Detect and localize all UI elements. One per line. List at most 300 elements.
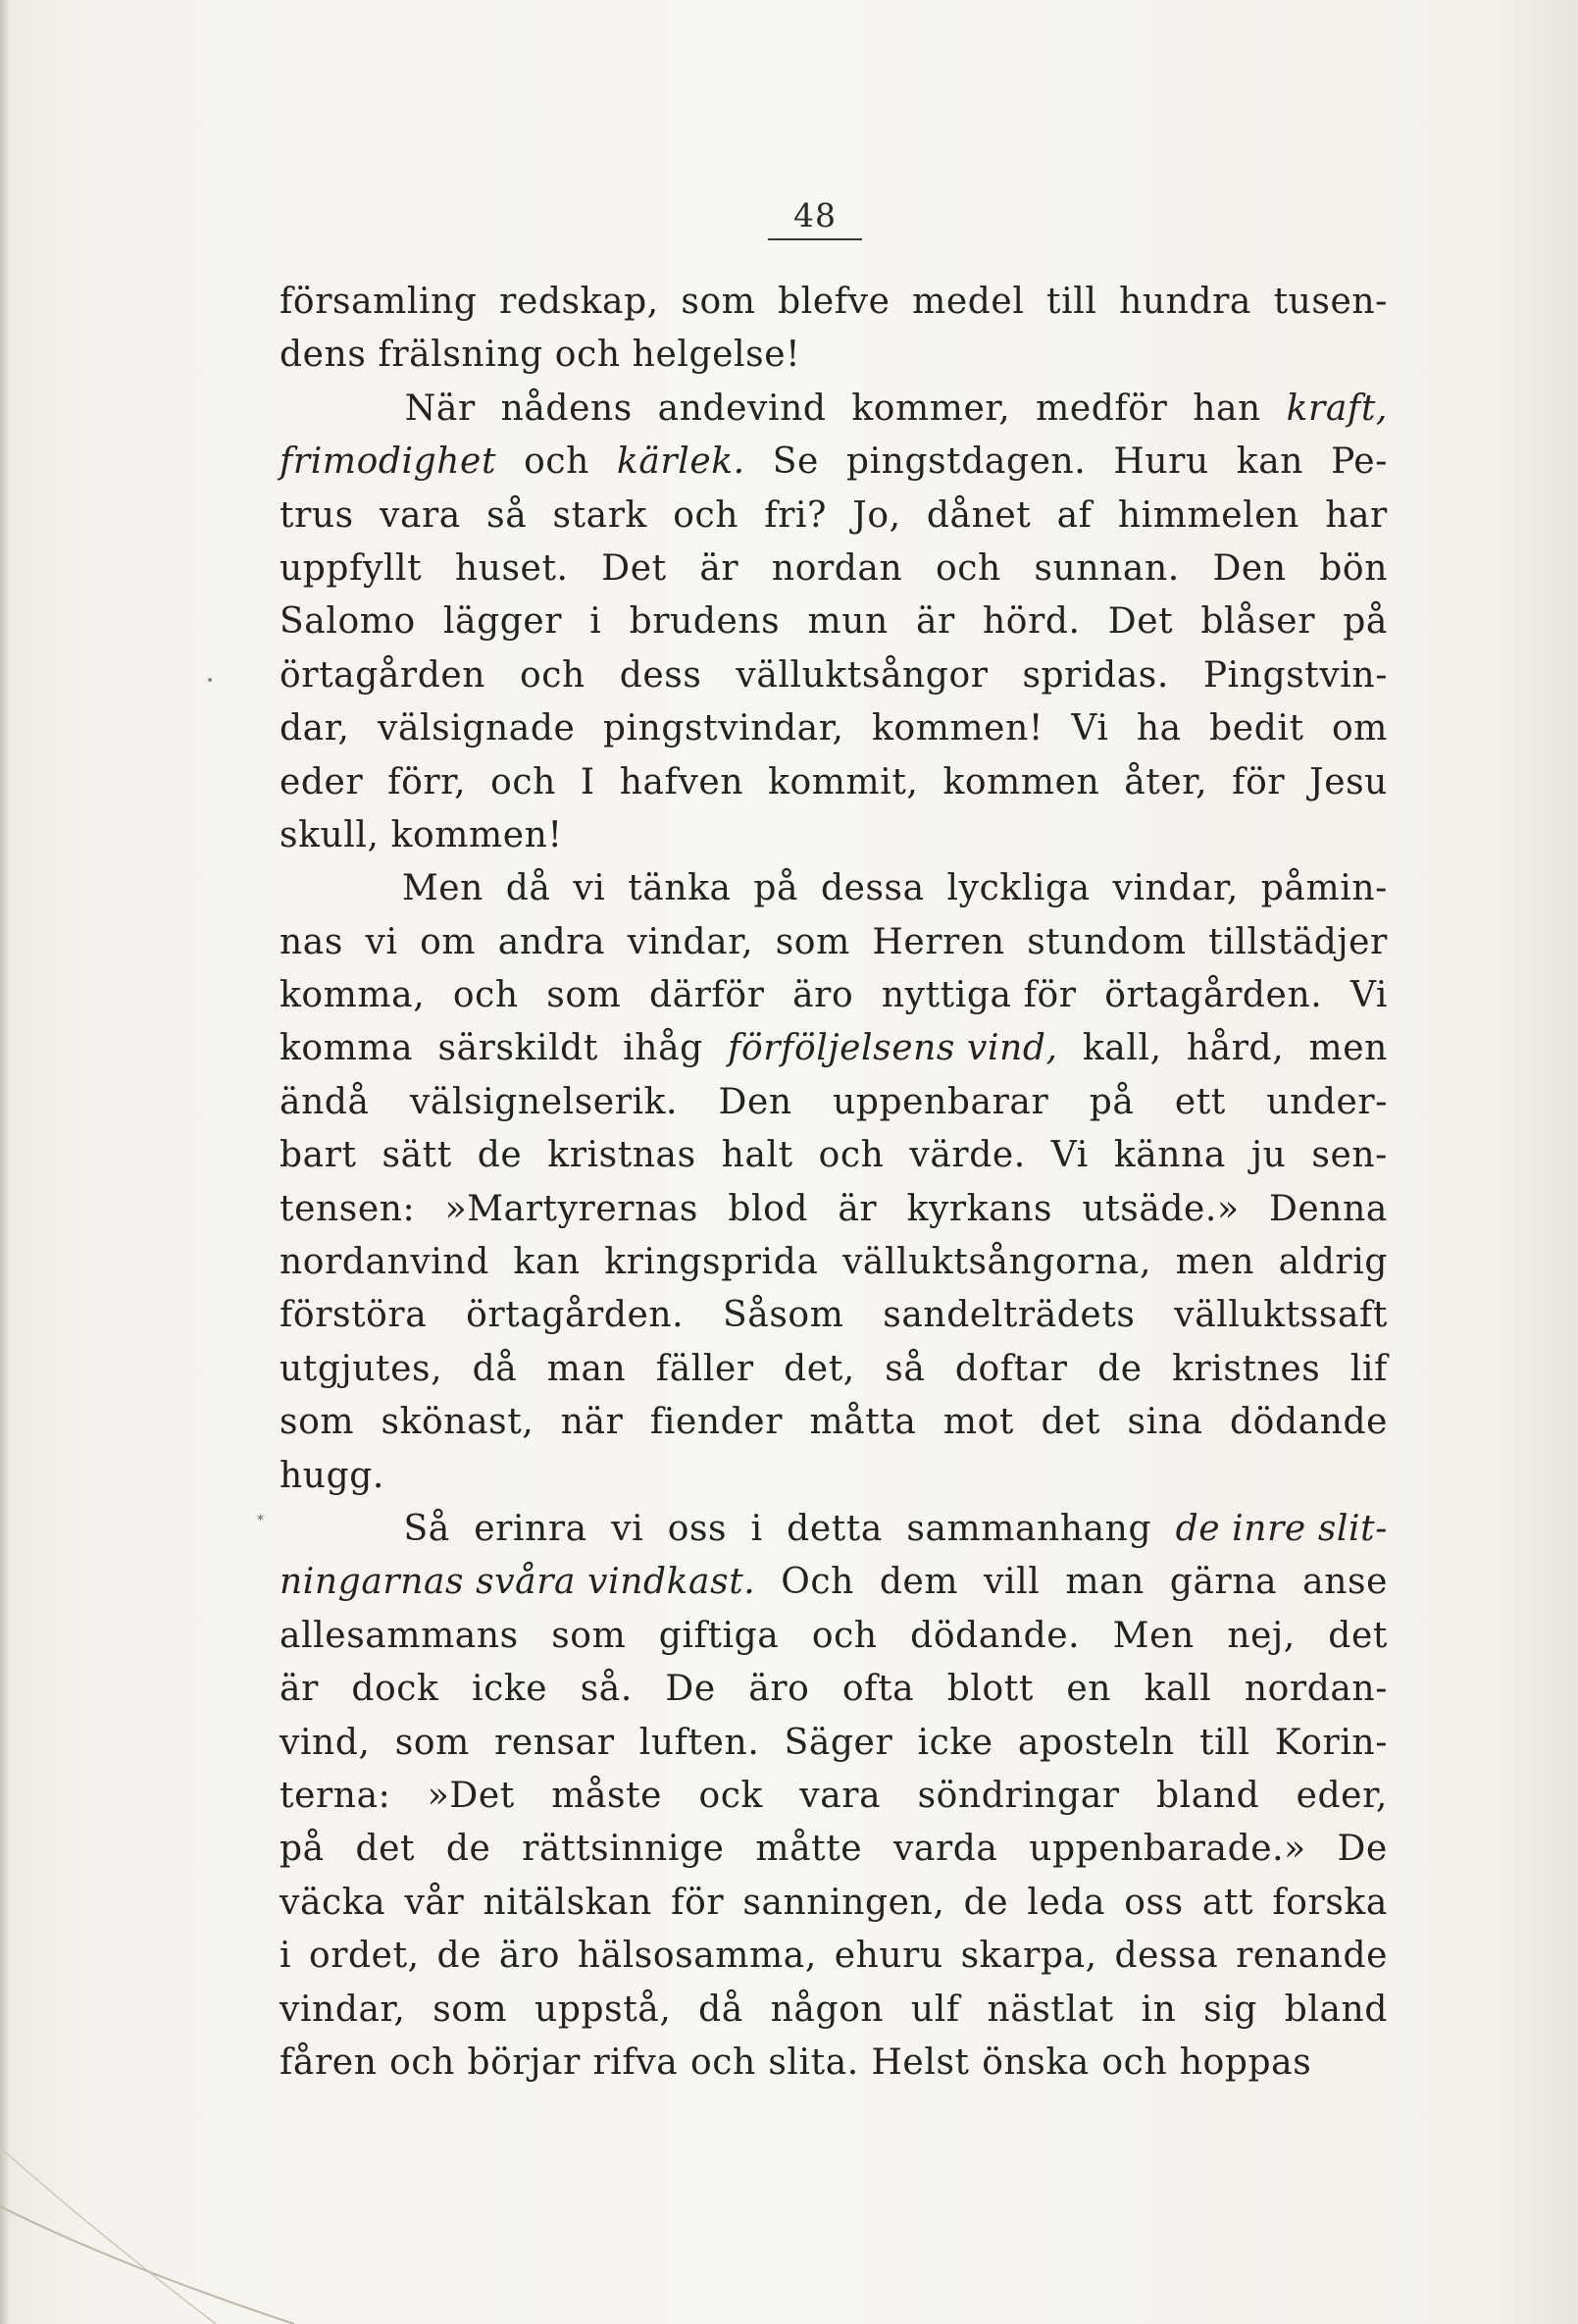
word: hafven bbox=[619, 761, 744, 802]
word: huset. bbox=[454, 547, 569, 589]
word: dock bbox=[351, 1669, 439, 1710]
word: välsignade bbox=[378, 708, 576, 749]
text-line bbox=[280, 862, 1388, 915]
word: pingstvindar, bbox=[602, 708, 844, 749]
word: vill bbox=[984, 1562, 1041, 1603]
word: och bbox=[490, 761, 556, 802]
word: lif bbox=[1349, 1348, 1388, 1389]
word: de bbox=[436, 1936, 483, 1977]
word: Pingstvin- bbox=[1202, 654, 1388, 696]
text-line bbox=[280, 702, 1388, 755]
word: eder bbox=[280, 761, 364, 802]
word: har bbox=[1325, 494, 1388, 536]
word: Korin- bbox=[1274, 1722, 1388, 1763]
word: en bbox=[1066, 1669, 1112, 1710]
text-line bbox=[280, 1984, 1388, 2037]
word: och bbox=[811, 1615, 878, 1656]
word: skull, kommen! bbox=[280, 814, 563, 855]
word: tusen- bbox=[1273, 282, 1388, 322]
word: spridas. bbox=[1022, 654, 1169, 696]
word: stark bbox=[552, 494, 647, 536]
word: ulf bbox=[910, 1988, 960, 2030]
word: därför bbox=[648, 975, 765, 1016]
text-line bbox=[280, 542, 1388, 595]
margin-dot bbox=[208, 678, 212, 682]
word: rensar bbox=[494, 1722, 615, 1763]
word: kärlek. bbox=[616, 441, 745, 483]
word: uppenbarar bbox=[833, 1081, 1049, 1122]
word: så bbox=[885, 1348, 926, 1389]
word: i bbox=[750, 1508, 763, 1549]
word: sig bbox=[1203, 1988, 1257, 2030]
word: välsignelserik. bbox=[409, 1081, 679, 1122]
word: rifva bbox=[592, 2041, 679, 2083]
word: måste bbox=[551, 1775, 663, 1816]
text-line bbox=[280, 1183, 1388, 1236]
marginal-mark: * bbox=[257, 1513, 264, 1528]
word: vara bbox=[380, 494, 461, 536]
word: ju bbox=[1250, 1135, 1287, 1176]
text-line bbox=[280, 1663, 1388, 1716]
word: som bbox=[394, 1722, 470, 1763]
word: Den bbox=[1212, 547, 1287, 589]
word: de bbox=[445, 1829, 491, 1870]
word: I bbox=[580, 761, 595, 802]
word: »Det bbox=[427, 1775, 515, 1816]
word: och bbox=[524, 441, 589, 483]
text-line bbox=[280, 1823, 1388, 1876]
word: lägger bbox=[442, 601, 563, 643]
word: bön bbox=[1319, 547, 1388, 589]
word: nordan bbox=[771, 547, 903, 589]
word: sen- bbox=[1311, 1135, 1388, 1176]
text-line bbox=[280, 756, 1388, 809]
word: Helst bbox=[871, 2041, 970, 2083]
word: bland bbox=[1155, 1775, 1260, 1816]
word: forska bbox=[1272, 1882, 1388, 1923]
word: dödande. bbox=[910, 1615, 1081, 1656]
word: är bbox=[280, 1669, 319, 1710]
word: brudens bbox=[629, 601, 781, 643]
word: som bbox=[775, 921, 850, 962]
word: kall bbox=[1144, 1669, 1212, 1710]
word: äro bbox=[792, 975, 854, 1016]
word: frimodighet bbox=[280, 441, 497, 483]
word: Herren bbox=[872, 921, 1005, 962]
word: Såsom bbox=[723, 1295, 844, 1336]
text-line bbox=[280, 1770, 1388, 1823]
word: åter, bbox=[1124, 761, 1208, 802]
paragraph bbox=[280, 1503, 1388, 2090]
text-line bbox=[280, 809, 1388, 862]
word: kommen bbox=[942, 761, 1100, 802]
word: äro bbox=[498, 1936, 561, 1977]
word: kall, bbox=[1082, 1028, 1162, 1069]
page-number: 48 bbox=[793, 196, 837, 234]
text-line bbox=[280, 1503, 1388, 1556]
word: då bbox=[698, 1988, 743, 2030]
word: Se bbox=[772, 441, 819, 483]
word: aposteln bbox=[1017, 1722, 1175, 1763]
word: välluktsångorna, bbox=[841, 1242, 1152, 1283]
word: så bbox=[486, 494, 528, 536]
word: uppenbarade.» bbox=[1029, 1829, 1306, 1870]
word: äro bbox=[748, 1669, 810, 1710]
text-line bbox=[280, 1556, 1388, 1609]
word: på bbox=[1089, 1081, 1135, 1122]
word: kraft, bbox=[1286, 387, 1388, 429]
word: kristnes bbox=[1172, 1348, 1321, 1389]
word: detta bbox=[787, 1508, 883, 1549]
word: till bbox=[1046, 282, 1097, 322]
word: uppfyllt bbox=[280, 547, 423, 589]
word: kristnas bbox=[547, 1135, 696, 1176]
word: De bbox=[665, 1669, 716, 1710]
word: uppstå, bbox=[534, 1988, 672, 2030]
word: leda bbox=[1027, 1882, 1106, 1923]
word: bart bbox=[280, 1135, 357, 1176]
word: som bbox=[551, 1615, 627, 1656]
word: hugg. bbox=[280, 1455, 384, 1496]
word: och bbox=[818, 1135, 885, 1176]
word: kommit, bbox=[768, 761, 919, 802]
word: mot bbox=[942, 1402, 1014, 1443]
page-number-header bbox=[751, 196, 879, 240]
word: och bbox=[689, 2041, 756, 2083]
word: Vi bbox=[1349, 975, 1388, 1016]
word: är bbox=[915, 601, 955, 643]
word: ningarnas svåra vindkast. bbox=[280, 1562, 756, 1603]
word: stundom bbox=[1027, 921, 1187, 962]
word: nordan- bbox=[1244, 1669, 1388, 1710]
text-line bbox=[280, 2037, 1388, 2090]
word: icke bbox=[917, 1722, 993, 1763]
paragraph bbox=[280, 276, 1388, 383]
word: lyckliga bbox=[946, 868, 1091, 909]
word: under- bbox=[1266, 1081, 1388, 1122]
word: Den bbox=[718, 1081, 792, 1122]
word: hoppas bbox=[1179, 2041, 1312, 2083]
text-line bbox=[280, 649, 1388, 702]
body-text bbox=[280, 276, 1388, 2090]
word: tillstädjer bbox=[1208, 921, 1388, 962]
word: nej, bbox=[1227, 1615, 1296, 1656]
word: eder, bbox=[1296, 1775, 1388, 1816]
text-line bbox=[280, 329, 1388, 382]
text-line bbox=[280, 1129, 1388, 1182]
word: i bbox=[280, 1936, 292, 1977]
word: sätt bbox=[382, 1135, 452, 1176]
word: kyrkans bbox=[906, 1188, 1053, 1229]
word: Salomo bbox=[280, 601, 416, 643]
word: renande bbox=[1236, 1936, 1388, 1977]
page-number-rule bbox=[768, 238, 862, 240]
word: ordet, bbox=[308, 1936, 420, 1977]
word: är bbox=[699, 547, 739, 589]
word: De bbox=[1337, 1829, 1388, 1870]
word: påmin- bbox=[1260, 868, 1388, 909]
text-line bbox=[280, 1396, 1388, 1449]
word: man bbox=[546, 1348, 627, 1389]
word: tensen: bbox=[280, 1188, 416, 1229]
word: hälsosamma, bbox=[577, 1936, 817, 1977]
word: utsäde.» bbox=[1082, 1188, 1240, 1229]
text-line bbox=[280, 1877, 1388, 1930]
word: komma bbox=[280, 1028, 414, 1069]
word: så. bbox=[580, 1669, 633, 1710]
word: när bbox=[560, 1402, 624, 1443]
word: och bbox=[1101, 2041, 1168, 2083]
word: i bbox=[589, 601, 602, 643]
word: bland bbox=[1284, 1988, 1388, 2030]
word: Pe- bbox=[1331, 441, 1388, 483]
word: sammanhang bbox=[906, 1508, 1152, 1549]
word: söndringar bbox=[917, 1775, 1120, 1816]
word: varda bbox=[892, 1829, 998, 1870]
word: gärna bbox=[1169, 1562, 1278, 1603]
word: luften. bbox=[638, 1722, 760, 1763]
word: rättsinnige bbox=[522, 1829, 725, 1870]
word: oss bbox=[1124, 1882, 1184, 1923]
word: blod bbox=[728, 1188, 809, 1229]
word: Det bbox=[1107, 601, 1174, 643]
word: »Martyrernas bbox=[444, 1188, 699, 1229]
word: ehuru bbox=[834, 1936, 943, 1977]
word: redskap, bbox=[499, 282, 659, 322]
word: kan bbox=[1236, 441, 1304, 483]
word: nitälskan bbox=[483, 1882, 652, 1923]
word: halt bbox=[721, 1135, 793, 1176]
text-line bbox=[280, 1717, 1388, 1770]
word: är bbox=[838, 1188, 878, 1229]
word: de inre slit- bbox=[1175, 1508, 1388, 1549]
word: på bbox=[753, 868, 799, 909]
word: förstöra bbox=[280, 1295, 428, 1336]
word: dar, bbox=[280, 708, 350, 749]
word: som bbox=[546, 975, 622, 1016]
word: andra bbox=[497, 921, 606, 962]
text-line bbox=[280, 1076, 1388, 1129]
word: tänka bbox=[628, 868, 732, 909]
paragraph bbox=[280, 383, 1388, 863]
word: dessa bbox=[1114, 1936, 1219, 1977]
word: någon bbox=[770, 1988, 885, 2030]
word: medför bbox=[1036, 387, 1168, 429]
word: När bbox=[404, 387, 476, 429]
text-line bbox=[280, 1022, 1388, 1075]
word: dånet bbox=[926, 494, 1032, 536]
word: hundra bbox=[1119, 282, 1251, 322]
word: då bbox=[505, 868, 551, 909]
word: Huru bbox=[1113, 441, 1209, 483]
word: ändå bbox=[280, 1081, 370, 1122]
word: Så bbox=[403, 1508, 450, 1549]
word: och bbox=[389, 2041, 455, 2083]
word: det bbox=[1328, 1615, 1388, 1656]
word: blåser bbox=[1200, 601, 1316, 643]
word: vindar, bbox=[1112, 868, 1239, 909]
word: doftar bbox=[954, 1348, 1068, 1389]
word: väcka bbox=[280, 1882, 386, 1923]
word: dödande bbox=[1230, 1402, 1388, 1443]
word: sandelträdets bbox=[883, 1295, 1136, 1336]
word: oss bbox=[667, 1508, 728, 1549]
word: ock bbox=[698, 1775, 763, 1816]
word: man bbox=[1065, 1562, 1145, 1603]
word: vindar, bbox=[627, 921, 754, 962]
text-line bbox=[280, 436, 1388, 489]
word: icke bbox=[471, 1669, 548, 1710]
word: då bbox=[472, 1348, 518, 1389]
word: Och bbox=[781, 1562, 854, 1603]
word: de bbox=[963, 1882, 1009, 1923]
word: fåren bbox=[280, 2041, 378, 2083]
word: fiender bbox=[649, 1402, 784, 1443]
word: sina bbox=[1127, 1402, 1203, 1443]
word: de bbox=[477, 1135, 523, 1176]
word: Men bbox=[1112, 1615, 1195, 1656]
word: men bbox=[1175, 1242, 1255, 1283]
word: kommer, bbox=[851, 387, 1011, 429]
word: Men bbox=[401, 868, 484, 909]
word: sanningen, bbox=[742, 1882, 945, 1923]
word: måtta bbox=[809, 1402, 917, 1443]
word: slita. bbox=[768, 2041, 859, 2083]
word: Jo, bbox=[852, 494, 901, 536]
word: att bbox=[1201, 1882, 1254, 1923]
word: Denna bbox=[1268, 1188, 1388, 1229]
word: kommen! bbox=[872, 708, 1044, 749]
word: örtagården. bbox=[466, 1295, 685, 1336]
word: förföljelsens vind, bbox=[728, 1028, 1058, 1069]
text-line bbox=[280, 1236, 1388, 1289]
word: Det bbox=[601, 547, 667, 589]
word: skönast, bbox=[381, 1402, 534, 1443]
word: ett bbox=[1174, 1081, 1226, 1122]
word: de bbox=[1097, 1348, 1143, 1389]
word: ha bbox=[1136, 708, 1182, 749]
word: skarpa, bbox=[960, 1936, 1097, 1977]
word: trus bbox=[280, 494, 354, 536]
word: han bbox=[1193, 387, 1261, 429]
word: Vi bbox=[1050, 1135, 1089, 1176]
word: vår bbox=[404, 1882, 465, 1923]
word: om bbox=[420, 921, 477, 962]
text-line bbox=[280, 595, 1388, 648]
word: mun bbox=[807, 601, 889, 643]
word: fri? bbox=[764, 494, 828, 536]
word: dem bbox=[879, 1562, 959, 1603]
word: kan bbox=[513, 1242, 581, 1283]
text-line bbox=[280, 1450, 1388, 1503]
word: nådens bbox=[500, 387, 633, 429]
word: värde. bbox=[909, 1135, 1026, 1176]
word: örtagården. bbox=[1104, 975, 1323, 1016]
text-line bbox=[280, 969, 1388, 1022]
text-line bbox=[280, 916, 1388, 969]
word: som bbox=[280, 1402, 355, 1443]
word: som bbox=[433, 1988, 508, 2030]
word: hörd. bbox=[983, 601, 1081, 643]
word: måtte bbox=[755, 1829, 863, 1870]
word: men bbox=[1308, 1028, 1388, 1069]
word: ihåg bbox=[623, 1028, 703, 1069]
word: och bbox=[935, 547, 1001, 589]
word: blefve bbox=[778, 282, 891, 322]
word: anse bbox=[1302, 1562, 1388, 1603]
word: vind, bbox=[280, 1722, 371, 1763]
word: terna: bbox=[280, 1775, 391, 1816]
word: nyttiga för bbox=[881, 975, 1077, 1016]
word: på bbox=[280, 1829, 325, 1870]
word: dess bbox=[619, 654, 702, 696]
word: och bbox=[673, 494, 739, 536]
word: bedit bbox=[1209, 708, 1304, 749]
word: nordanvind bbox=[280, 1242, 489, 1283]
word: församling bbox=[280, 282, 478, 322]
word: pingstdagen. bbox=[845, 441, 1087, 483]
word: aldrig bbox=[1278, 1242, 1388, 1283]
word: sunnan. bbox=[1034, 547, 1180, 589]
word: fäller bbox=[655, 1348, 754, 1389]
text-line bbox=[280, 490, 1388, 542]
word: om bbox=[1331, 708, 1388, 749]
word: Jesu bbox=[1309, 761, 1388, 802]
text-line bbox=[280, 383, 1388, 436]
word: nas bbox=[280, 921, 343, 962]
word: ofta bbox=[841, 1669, 915, 1710]
word: allesammans bbox=[280, 1615, 519, 1656]
word: och bbox=[520, 654, 585, 696]
word: önska bbox=[982, 2041, 1090, 2083]
word: medel bbox=[912, 282, 1025, 322]
word: för bbox=[671, 1882, 725, 1923]
word: förr, bbox=[387, 761, 467, 802]
text-line bbox=[280, 1343, 1388, 1396]
word: som bbox=[681, 282, 756, 322]
word: på bbox=[1343, 601, 1388, 643]
word: till bbox=[1199, 1722, 1250, 1763]
word: det, bbox=[784, 1348, 855, 1389]
word: Vi bbox=[1071, 708, 1109, 749]
text-line bbox=[280, 1930, 1388, 1983]
word: vara bbox=[799, 1775, 882, 1816]
word: nästlat bbox=[987, 1988, 1114, 2030]
word: vi bbox=[573, 868, 606, 909]
word: blott bbox=[946, 1669, 1034, 1710]
word: himmelen bbox=[1117, 494, 1299, 536]
word: af bbox=[1056, 494, 1093, 536]
word: in bbox=[1141, 1988, 1177, 2030]
word: hård, bbox=[1186, 1028, 1285, 1069]
word: komma, bbox=[280, 975, 426, 1016]
word: välluktsångor bbox=[736, 654, 989, 696]
word: giftiga bbox=[658, 1615, 780, 1656]
word: utgjutes, bbox=[280, 1348, 443, 1389]
word: dens frälsning och helgelse! bbox=[280, 335, 801, 376]
word: välluktssaft bbox=[1174, 1295, 1388, 1336]
word: vi bbox=[365, 921, 398, 962]
word: känna bbox=[1113, 1135, 1226, 1176]
word: dessa bbox=[820, 868, 925, 909]
paragraph bbox=[280, 862, 1388, 1503]
word: och bbox=[452, 975, 519, 1016]
word: andevind bbox=[657, 387, 827, 429]
word: Säger bbox=[784, 1722, 893, 1763]
word: vi bbox=[611, 1508, 644, 1549]
word: vindar, bbox=[280, 1988, 406, 2030]
text-line bbox=[280, 1610, 1388, 1663]
